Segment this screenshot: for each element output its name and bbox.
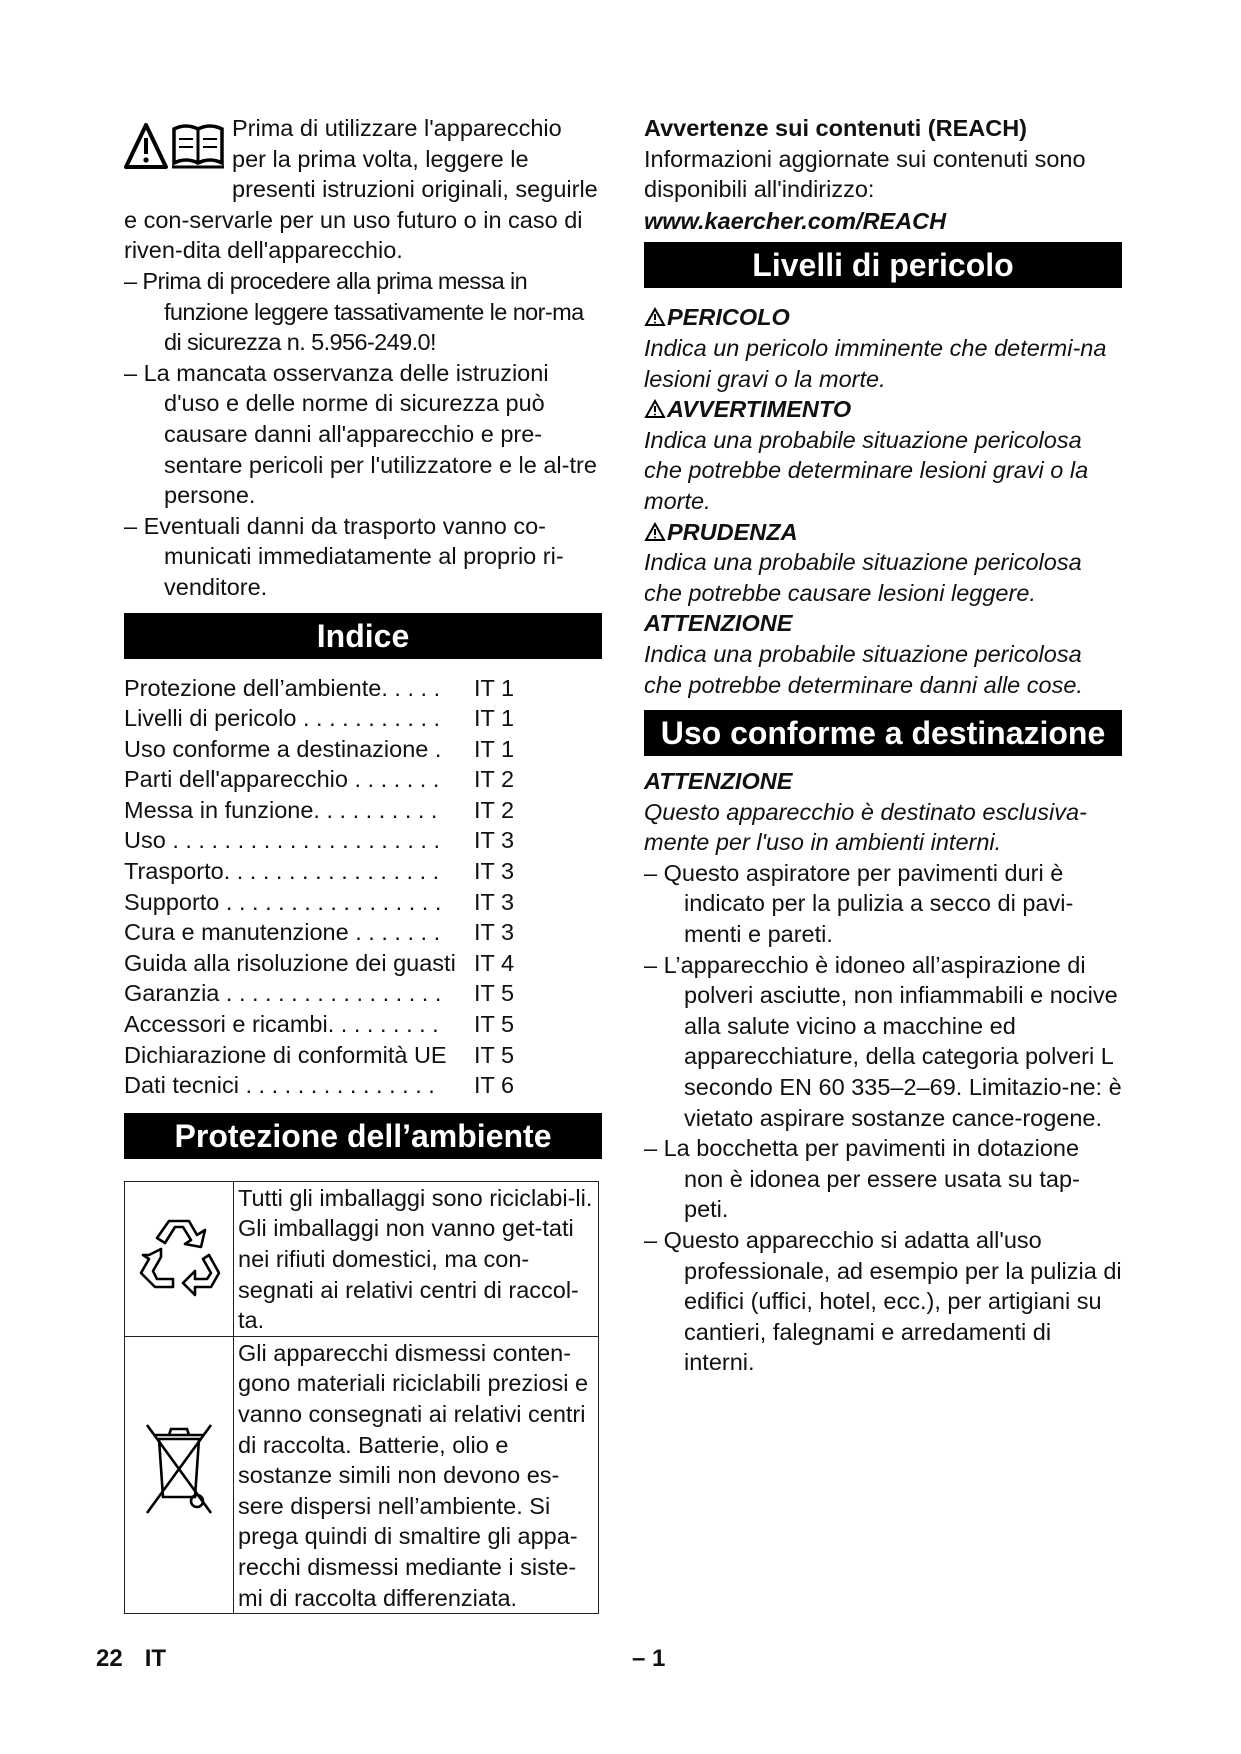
use-bullet: – L’apparecchio è idoneo all’aspirazione di polveri asciutte, non infiammabili e nocive alla salute vicino a macchine ed apparecchiature, della categoria polveri L secondo EN 60 335–2–69. Limitazio-ne: è vietato aspirare sostanze cance-rogene.: [644, 951, 1122, 1131]
language-code: IT: [144, 1645, 167, 1672]
toc-row[interactable]: [124, 1009, 602, 1040]
toc-row[interactable]: [124, 917, 602, 948]
intended-use-heading: Uso conforme a destinazione: [644, 710, 1122, 756]
recycling-icon: [131, 1207, 227, 1303]
danger-levels-heading: Livelli di pericolo: [644, 242, 1122, 288]
toc-row[interactable]: [124, 948, 602, 979]
level-label-attention: ATTENZIONE: [644, 610, 793, 637]
level-text: Indica una probabile situazione pericolosa che potrebbe causare lesioni leggere.: [644, 549, 1082, 606]
toc-row[interactable]: [124, 703, 602, 734]
level-text: Indica un pericolo imminente che determi-na lesioni gravi o la morte.: [644, 334, 1107, 392]
intro-bullet: – Eventuali danni da trasporto vanno co-municati immediatamente al proprio ri-venditore.: [124, 512, 564, 600]
recycling-text: Tutti gli imballaggi sono riciclabi-li. Gli imballaggi non vanno get-tati nei rifiuti domestici, ma con-segnati ai relativi centri di raccol-ta.: [234, 1181, 599, 1336]
toc-row[interactable]: [124, 795, 602, 826]
toc-title: Dichiarazione di conformità UE: [124, 1041, 447, 1068]
disposal-text: Gli apparecchi dismessi conten-gono materiali riciclabili preziosi e vanno consegnati ai relativi centri di raccolta. Batterie, olio e sostanze simili non devono es-sere dispersi nell’ambiente. Si prega quindi di smaltire gli appa-recchi dismessi mediante i siste-mi di raccolta differenziata.: [234, 1336, 599, 1613]
intro-bullet: – La mancata osservanza delle istruzioni d'uso e delle norme di sicurezza può causare danni all'apparecchio e pre-sentare pericoli per l'utilizzatore e le al-tre persone.: [124, 359, 597, 509]
table-row: [125, 1181, 599, 1336]
toc-title: Protezione dell’ambiente. . . . .: [124, 674, 441, 701]
toc-page: IT 2: [474, 766, 515, 793]
toc-row[interactable]: [124, 734, 602, 765]
intro-bullet: – Prima di procedere alla prima messa in funzione leggere tassativamente le nor-ma di sicurezza n. 5.956-249.0!: [124, 267, 584, 356]
toc-title: Uso . . . . . . . . . . . . . . . . . . . . .: [124, 827, 441, 854]
use-bullet: – Questo apparecchio si adatta all'uso professionale, ad esempio per la pulizia di edifici (uffici, hotel, ecc.), per artigiani su cantieri, falegnami e arredamenti di interni.: [644, 1227, 1122, 1376]
toc-title: Guida alla risoluzione dei guasti: [124, 949, 456, 976]
intro: [124, 113, 602, 266]
toc-title: Livelli di pericolo . . . . . . . . . . .: [124, 705, 441, 732]
toc-title: Trasporto. . . . . . . . . . . . . . . . .: [124, 858, 440, 885]
level-label-caution: [644, 517, 1122, 548]
toc-title: Supporto . . . . . . . . . . . . . . . . .: [124, 888, 442, 915]
footer-left: [96, 1645, 188, 1673]
toc-page: IT 1: [474, 674, 515, 701]
level-label-danger: [644, 302, 1122, 333]
level-name: PERICOLO: [667, 304, 790, 331]
toc-page: IT 6: [474, 1072, 515, 1099]
toc-title: Garanzia . . . . . . . . . . . . . . . . .: [124, 980, 442, 1007]
level-name: AVVERTIMENTO: [667, 396, 852, 423]
toc-page: IT 2: [474, 796, 515, 823]
use-note: Questo apparecchio è destinato esclusiva-mente per l'uso in ambienti interni.: [644, 798, 1087, 856]
use-attention-label: ATTENZIONE: [644, 768, 793, 795]
toc-page: IT 3: [474, 858, 515, 885]
index-heading: Indice: [124, 613, 602, 659]
table-row: [125, 1336, 599, 1613]
left-column: [124, 113, 602, 1614]
level-name: PRUDENZA: [667, 518, 798, 545]
table-of-contents: [124, 673, 602, 1101]
level-text: Indica una probabile situazione pericolosa che potrebbe determinare danni alle cose.: [644, 640, 1083, 698]
toc-page: IT 1: [474, 735, 515, 762]
toc-title: Messa in funzione. . . . . . . . . .: [124, 796, 438, 823]
intro-text: Prima di utilizzare l'apparecchio per la prima volta, leggere le presenti istruzioni originali, seguirle e con-servarle per un uso futuro o in caso di riven-dita dell'apparecchio.: [124, 115, 598, 264]
recycling-icon-cell: [125, 1181, 234, 1336]
toc-row[interactable]: [124, 887, 602, 918]
toc-title: Dati tecnici . . . . . . . . . . . . . . .: [124, 1072, 435, 1099]
footer-page-label: – 1: [632, 1645, 666, 1672]
toc-page: IT 5: [474, 980, 515, 1007]
toc-title: Cura e manutenzione . . . . . . .: [124, 919, 441, 946]
use-bullet: – Questo aspiratore per pavimenti duri è indicato per la pulizia a secco di pavi-menti e pareti.: [644, 859, 1074, 948]
level-text: Indica una probabile situazione pericolosa che potrebbe determinare lesioni gravi o la morte.: [644, 426, 1089, 514]
right-column: [644, 113, 1122, 1378]
reach-text: Informazioni aggiornate sui contenuti sono disponibili all'indirizzo:: [644, 145, 1086, 203]
toc-page: IT 5: [474, 1041, 515, 1068]
warning-triangle-icon: [644, 399, 666, 419]
toc-row[interactable]: [124, 825, 602, 856]
toc-title: Accessori e ricambi. . . . . . . . .: [124, 1011, 439, 1038]
toc-page: IT 4: [474, 949, 515, 976]
crossed-bin-icon: [139, 1421, 219, 1521]
toc-title: Parti dell'apparecchio . . . . . . .: [124, 766, 440, 793]
warning-manual-icon: [124, 119, 232, 175]
toc-page: IT 5: [474, 1011, 515, 1038]
page-number: 22: [96, 1645, 123, 1672]
environment-heading: Protezione dell’ambiente: [124, 1113, 602, 1159]
toc-row[interactable]: [124, 1070, 602, 1101]
toc-page: IT 3: [474, 827, 515, 854]
toc-row[interactable]: [124, 1040, 602, 1071]
toc-page: IT 3: [474, 919, 515, 946]
reach-heading: Avvertenze sui contenuti (REACH): [644, 115, 1028, 141]
warning-triangle-icon: [644, 307, 666, 327]
toc-page: IT 3: [474, 888, 515, 915]
toc-row[interactable]: [124, 673, 602, 704]
toc-page: IT 1: [474, 705, 515, 732]
weee-icon-cell: [125, 1336, 234, 1613]
toc-row[interactable]: [124, 764, 602, 795]
toc-title: Uso conforme a destinazione .: [124, 735, 442, 762]
use-bullet: – La bocchetta per pavimenti in dotazione non è idonea per essere usata su tap-peti.: [644, 1135, 1080, 1223]
toc-row[interactable]: [124, 856, 602, 887]
level-label-warning: [644, 394, 1122, 425]
toc-row[interactable]: [124, 978, 602, 1009]
environment-table: [124, 1181, 599, 1614]
warning-triangle-icon: [644, 522, 666, 542]
reach-link[interactable]: www.kaercher.com/REACH: [644, 207, 947, 234]
